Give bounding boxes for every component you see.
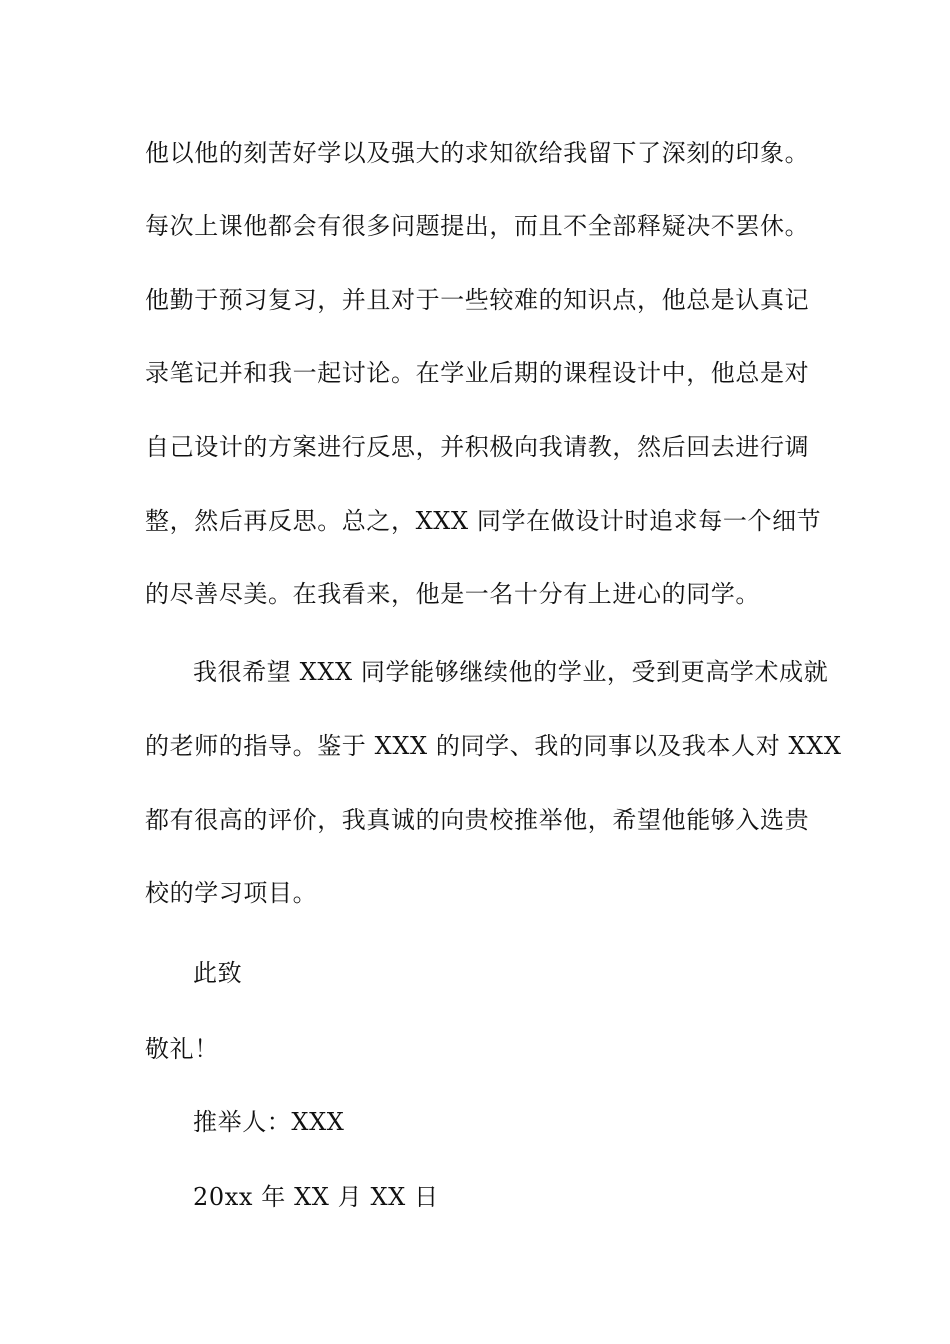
paragraph-1-line-4: 录笔记并和我一起讨论。在学业后期的课程设计中，他总是对	[145, 359, 810, 387]
date-line: 20xx 年 XX 月 XX 日	[193, 1183, 439, 1211]
paragraph-1-line-3: 他勤于预习复习，并且对于一些较难的知识点，他总是认真记	[145, 286, 810, 314]
paragraph-2-line-2: 的老师的指导。鉴于 XXX 的同学、我的同事以及我本人对 XXX	[145, 732, 842, 760]
paragraph-2-line-3: 都有很高的评价，我真诚的向贵校推举他，希望他能够入选贵	[145, 806, 810, 834]
paragraph-1-line-7: 的尽善尽美。在我看来，他是一名十分有上进心的同学。	[145, 580, 760, 608]
paragraph-1-line-5: 自己设计的方案进行反思，并积极向我请教，然后回去进行调	[145, 433, 810, 461]
paragraph-1-line-2: 每次上课他都会有很多问题提出，而且不全部释疑决不罢休。	[145, 212, 810, 240]
signature-line: 推举人：XXX	[193, 1108, 345, 1136]
closing-salutation: 此致	[193, 959, 243, 987]
paragraph-1-line-6: 整，然后再反思。总之，XXX 同学在做设计时追求每一个细节	[145, 507, 822, 535]
paragraph-2-line-1: 我很希望 XXX 同学能够继续他的学业，受到更高学术成就	[193, 658, 829, 686]
paragraph-1-line-1: 他以他的刻苦好学以及强大的求知欲给我留下了深刻的印象。	[145, 139, 810, 167]
closing-respects: 敬礼！	[145, 1035, 219, 1063]
paragraph-2-line-4: 校的学习项目。	[145, 879, 318, 907]
